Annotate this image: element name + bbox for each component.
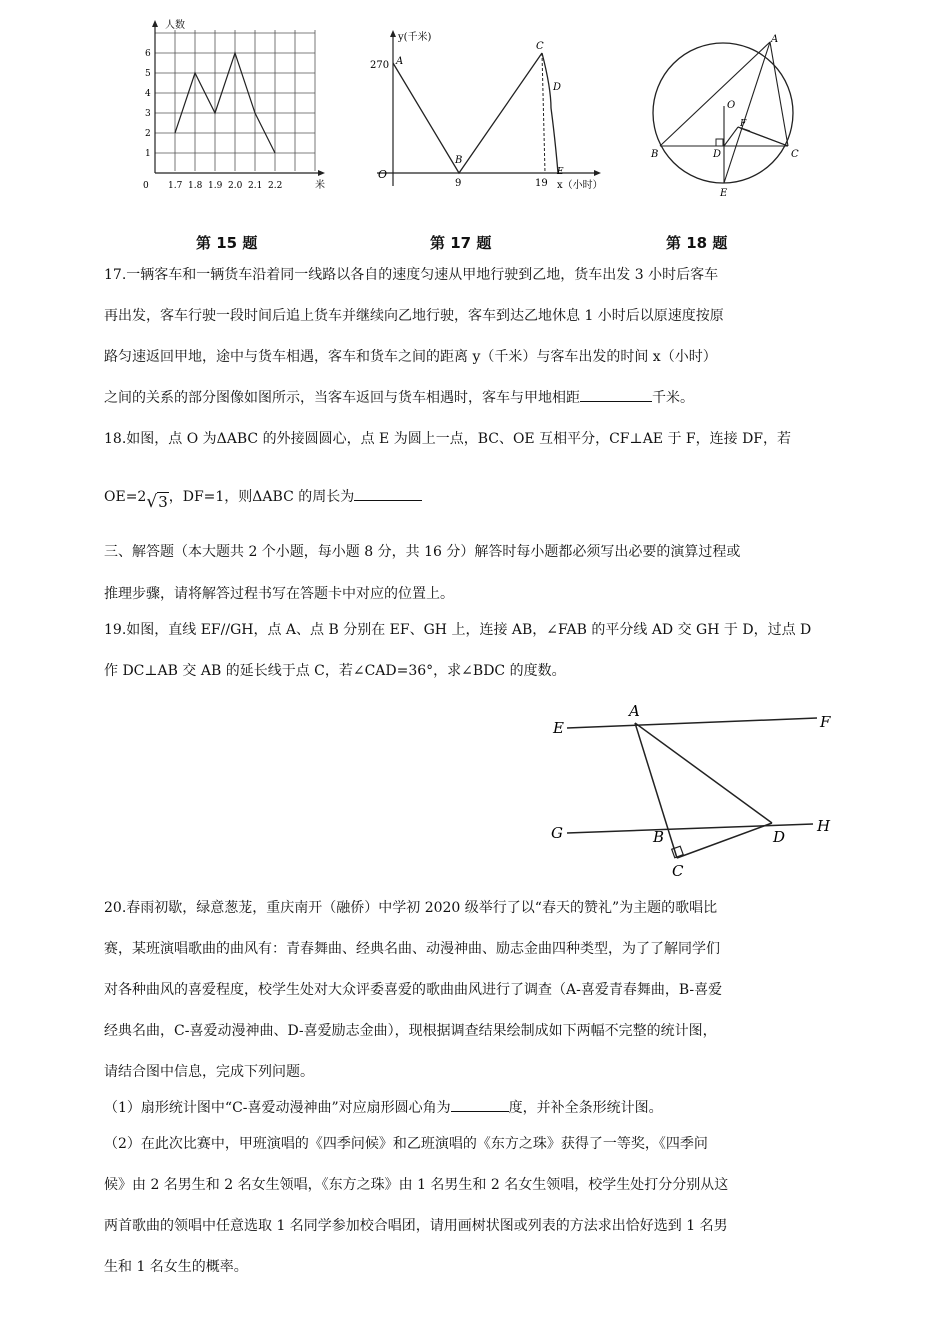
fig18-point-c: C bbox=[791, 149, 799, 160]
fig19-point-f: F bbox=[820, 713, 831, 731]
q17-line-4-before: 之间的关系的部分图像如图所示，当客车返回与货车相遇时，客车与甲地相距 bbox=[104, 390, 580, 406]
q20-part1-before: （1）扇形统计图中“C-喜爱动漫神曲”对应扇形圆心角为 bbox=[104, 1100, 451, 1116]
fig15-x-tick: 1.8 bbox=[188, 181, 203, 191]
fig17-x-axis-label: x（小时） bbox=[557, 180, 603, 191]
fig15-x-tick: 2.1 bbox=[248, 181, 263, 191]
q20-part1 bbox=[104, 1097, 663, 1117]
fig15-x-tick: 2.2 bbox=[268, 181, 283, 191]
fig17-origin: O bbox=[378, 168, 388, 181]
q20-line-5: 请结合图中信息，完成下列问题。 bbox=[104, 1064, 314, 1080]
q17-line-2: 再出发，客车行驶一段时间后追上货车并继续向乙地行驶，客车到达乙地休息 1 小时后以原速度按原 bbox=[104, 308, 724, 324]
fig15-x-tick: 2.0 bbox=[228, 181, 243, 191]
fig17-point-c: C bbox=[536, 41, 544, 52]
figure-19-parallel-lines bbox=[545, 700, 845, 880]
fig15-y-tick: 6 bbox=[145, 49, 151, 59]
figure-18-caption: 第 18 题 bbox=[666, 234, 728, 252]
fig15-x-axis-unit: 米 bbox=[315, 180, 325, 191]
q17-line-4 bbox=[104, 387, 694, 407]
section3-line-2: 推理步骤，请将解答过程书写在答题卡中对应的位置上。 bbox=[104, 586, 454, 602]
fig15-y-tick: 2 bbox=[145, 129, 151, 139]
fig19-point-g: G bbox=[551, 824, 563, 842]
q20-answer-blank[interactable] bbox=[451, 1097, 509, 1112]
fig17-point-e: E bbox=[557, 167, 564, 177]
fig15-y-tick: 5 bbox=[145, 69, 151, 79]
fig18-point-o: O bbox=[727, 100, 736, 111]
fig19-point-e: E bbox=[553, 719, 564, 737]
q18-sqrt-radicand: 3 bbox=[158, 493, 168, 511]
figure-15-line-chart bbox=[135, 18, 335, 198]
fig15-y-tick: 4 bbox=[145, 89, 151, 99]
fig19-point-b: B bbox=[653, 828, 665, 846]
fig18-point-b: B bbox=[651, 149, 659, 160]
fig17-point-a: A bbox=[396, 56, 404, 67]
fig18-point-e: E bbox=[720, 188, 728, 199]
fig18-point-d: D bbox=[713, 149, 722, 160]
fig17-x-value-9: 9 bbox=[455, 178, 462, 189]
section3-line-1: 三、解答题（本大题共 2 个小题，每小题 8 分，共 16 分）解答时每小题都必须写出必要的演算过程或 bbox=[104, 544, 741, 560]
fig17-x-value-19: 19 bbox=[535, 178, 548, 189]
fig19-point-h: H bbox=[817, 817, 831, 835]
figure-15-caption: 第 15 题 bbox=[196, 234, 258, 252]
figure-17-distance-graph bbox=[365, 28, 625, 198]
q18-rest-text: ，DF=1，则ΔABC 的周长为 bbox=[168, 489, 355, 505]
q20-line-4: 经典名曲，C-喜爱动漫神曲、D-喜爱励志金曲），现根据调查结果绘制成如下两幅不完整的统计图， bbox=[104, 1023, 717, 1039]
fig17-point-d: D bbox=[553, 82, 562, 93]
fig15-y-axis-label: 人数 bbox=[165, 20, 185, 31]
fig18-point-a: A bbox=[771, 34, 779, 45]
q17-line-4-after: 千米。 bbox=[652, 390, 694, 406]
q19-line-2: 作 DC⊥AB 交 AB 的延长线于点 C，若∠CAD=36°，求∠BDC 的度数。 bbox=[104, 663, 566, 679]
fig15-x-tick: 1.9 bbox=[208, 181, 223, 191]
q20-line-3: 对各种曲风的喜爱程度，校学生处对大众评委喜爱的歌曲曲风进行了调查（A-喜爱青春舞曲，B-喜爱 bbox=[104, 982, 723, 998]
fig18-point-f: F bbox=[740, 119, 747, 129]
fig15-x-tick: 0 bbox=[143, 181, 149, 191]
sqrt-icon: √ bbox=[146, 492, 158, 512]
q17-line-3: 路匀速返回甲地，途中与货车相遇，客车和货车之间的距离 y（千米）与客车出发的时间 x（小时） bbox=[104, 349, 717, 365]
figure-18-circle-geometry bbox=[640, 26, 810, 201]
q20-line-1: 20.春雨初歇，绿意葱茏，重庆南开（融侨）中学初 2020 级举行了以“春天的赞礼”为主题的歌唱比 bbox=[104, 900, 718, 916]
q20-part2-line-2: 候》由 2 名男生和 2 名女生领唱，《东方之珠》由 1 名男生和 2 名女生领唱，校学生处打分分别从这 bbox=[104, 1177, 729, 1193]
q17-line-1: 17.一辆客车和一辆货车沿着同一线路以各自的速度匀速从甲地行驶到乙地，货车出发 3 小时后客车 bbox=[104, 267, 719, 283]
fig15-x-tick: 1.7 bbox=[168, 181, 183, 191]
q18-line-1: 18.如图，点 O 为ΔABC 的外接圆圆心，点 E 为圆上一点，BC、OE 互相平分，CF⊥AE 于 F，连接 DF，若 bbox=[104, 431, 792, 447]
q17-answer-blank[interactable] bbox=[580, 387, 652, 402]
fig17-y-axis-label: y(千米) bbox=[398, 32, 432, 43]
fig15-data-line bbox=[175, 53, 275, 153]
fig17-point-b: B bbox=[455, 155, 463, 166]
q20-line-2: 赛，某班演唱歌曲的曲风有：青春舞曲、经典名曲、动漫神曲、励志金曲四种类型，为了了解同学们 bbox=[104, 941, 720, 957]
q19-line-1: 19.如图，直线 EF//GH，点 A、点 B 分别在 EF、GH 上，连接 AB，∠FAB 的平分线 AD 交 GH 于 D，过点 D bbox=[104, 622, 812, 638]
q18-answer-blank[interactable] bbox=[354, 486, 422, 501]
q20-part2-line-3: 两首歌曲的领唱中任意选取 1 名同学参加校合唱团，请用画树状图或列表的方法求出恰好选到 1 名男 bbox=[104, 1218, 728, 1234]
fig19-point-c: C bbox=[672, 862, 684, 880]
fig17-graph-line bbox=[393, 53, 542, 173]
fig17-y-value: 270 bbox=[370, 60, 390, 71]
fig19-point-d: D bbox=[773, 828, 786, 846]
q20-part2-line-4: 生和 1 名女生的概率。 bbox=[104, 1259, 248, 1275]
fig15-y-tick: 3 bbox=[145, 109, 151, 119]
q20-part2-line-1: （2）在此次比赛中，甲班演唱的《四季问候》和乙班演唱的《东方之珠》获得了一等奖，《四季问 bbox=[104, 1136, 708, 1152]
fig19-point-a: A bbox=[629, 702, 640, 720]
q18-oe-text: OE=2 bbox=[104, 489, 147, 505]
figure-17-caption: 第 17 题 bbox=[430, 234, 492, 252]
q20-part1-after: 度，并补全条形统计图。 bbox=[508, 1100, 663, 1116]
q18-line-2 bbox=[104, 486, 422, 512]
fig15-y-tick: 1 bbox=[145, 149, 151, 159]
